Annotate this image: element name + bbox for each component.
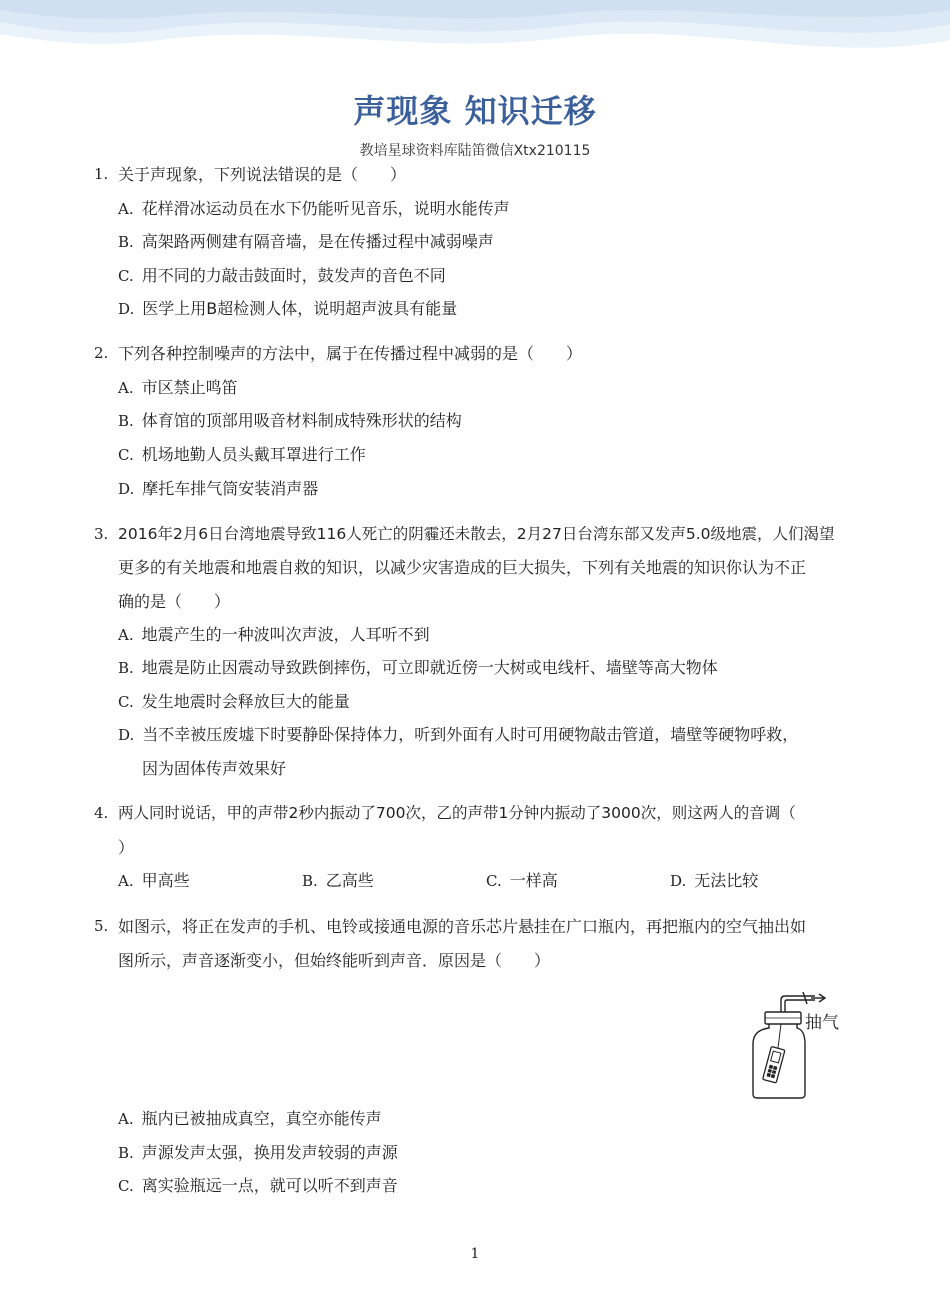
question-number: 4. — [94, 804, 109, 822]
option-text: 甲高些 — [141, 871, 190, 890]
question-stem-line-2: ） — [118, 838, 135, 857]
option-c[interactable] — [118, 685, 350, 720]
bell-jar-figure — [745, 992, 855, 1104]
option-text: 无法比较 — [694, 871, 759, 890]
option-letter: C. — [118, 446, 134, 464]
page-subtitle: 教培星球资料库陆笛微信Xtx210115 — [359, 143, 591, 159]
option-text: 离实验瓶远一点，就可以听不到声音 — [141, 1176, 398, 1195]
option-a[interactable] — [118, 618, 430, 653]
question-stem-line-1: 2016年2月6日台湾地震导致116人死亡的阴霾还未散去，2月27日台湾东部又发声5.0级地震，人们渴望 — [118, 525, 835, 543]
page-title: 声现象 知识迁移 — [353, 92, 597, 130]
option-text: 地震是防止因震动导致跌倒摔伤，可立即就近傍一大树或电线杆、墙壁等高大物体 — [141, 658, 718, 677]
question-stem-line-1: 两人同时说话，甲的声带2秒内振动了700次，乙的声带1分钟内振动了3000次，则这两人的音调（ — [118, 804, 796, 822]
option-a[interactable] — [118, 864, 190, 899]
option-letter: D. — [670, 872, 687, 890]
option-c[interactable] — [118, 259, 446, 294]
option-d[interactable] — [118, 718, 798, 753]
option-c[interactable] — [118, 1169, 398, 1204]
option-letter: C. — [486, 872, 502, 890]
option-b[interactable] — [118, 1136, 398, 1171]
option-text: 摩托车排气筒安装消声器 — [142, 479, 319, 498]
option-b[interactable] — [118, 651, 718, 686]
option-text: 花样滑冰运动员在水下仍能听见音乐，说明水能传声 — [141, 199, 510, 218]
option-letter: A. — [118, 1110, 134, 1128]
option-d-continuation: 因为固体传声效果好 — [142, 759, 287, 778]
option-letter: D. — [118, 480, 135, 498]
option-letter: B. — [118, 233, 134, 251]
option-letter: C. — [118, 1177, 134, 1195]
option-text: 市区禁止鸣笛 — [141, 378, 238, 397]
option-b[interactable] — [118, 404, 462, 439]
option-a[interactable] — [118, 1102, 382, 1137]
question-stem-line-1: 如图示，将正在发声的手机、电铃或接通电源的音乐芯片悬挂在广口瓶内，再把瓶内的空气抽出如 — [118, 917, 807, 936]
option-letter: B. — [118, 659, 134, 677]
option-letter: A. — [118, 872, 134, 890]
option-text: 地震产生的一种波叫次声波，人耳听不到 — [141, 625, 430, 644]
question-stem: 下列各种控制噪声的方法中，属于在传播过程中减弱的是（ ） — [118, 344, 583, 363]
question-stem-line-2: 更多的有关地震和地震自救的知识，以减少灾害造成的巨大损失，下列有关地震的知识你认为不正 — [118, 558, 807, 577]
option-a[interactable] — [118, 371, 238, 406]
option-letter: A. — [118, 626, 134, 644]
option-text: 体育馆的顶部用吸音材料制成特殊形状的结构 — [141, 411, 462, 430]
bell-jar-diagram — [745, 992, 855, 1104]
option-text: 高架路两侧建有隔音墙，是在传播过程中减弱噪声 — [141, 232, 494, 251]
question-number: 3. — [94, 525, 109, 543]
option-letter: C. — [118, 267, 134, 285]
option-text: 医学上用B超检测人体，说明超声波具有能量 — [142, 299, 458, 318]
option-text: 声源发声太强，换用发声较弱的声源 — [141, 1143, 398, 1162]
question-stem-line-3: 确的是（ ） — [118, 592, 231, 611]
option-c[interactable] — [486, 864, 558, 899]
option-letter: A. — [118, 379, 134, 397]
figure-label: 抽气 — [805, 1013, 839, 1033]
header-wave-decoration — [0, 0, 950, 80]
option-text: 机场地勤人员头戴耳罩进行工作 — [141, 445, 366, 464]
option-letter: B. — [118, 412, 134, 430]
question-number: 2. — [94, 344, 109, 362]
option-text: 乙高些 — [325, 871, 374, 890]
page-number: 1 — [470, 1246, 480, 1262]
option-letter: C. — [118, 693, 134, 711]
option-text: 一样高 — [509, 871, 558, 890]
question-number: 5. — [94, 917, 109, 935]
question-number: 1. — [94, 165, 109, 183]
question-stem: 关于声现象，下列说法错误的是（ ） — [118, 165, 407, 184]
option-d[interactable] — [118, 472, 318, 507]
option-b[interactable] — [302, 864, 374, 899]
option-text: 发生地震时会释放巨大的能量 — [141, 692, 350, 711]
question-stem-line-2: 图所示，声音逐渐变小，但始终能听到声音．原因是（ ） — [118, 951, 551, 970]
option-text: 用不同的力敲击鼓面时，鼓发声的音色不同 — [141, 266, 446, 285]
option-c[interactable] — [118, 438, 366, 473]
option-d[interactable] — [118, 292, 457, 327]
option-letter: D. — [118, 726, 135, 744]
option-letter: D. — [118, 300, 135, 318]
option-letter: B. — [118, 1144, 134, 1162]
option-d[interactable] — [670, 864, 758, 899]
option-b[interactable] — [118, 225, 494, 260]
option-letter: A. — [118, 200, 134, 218]
option-letter: B. — [302, 872, 318, 890]
option-a[interactable] — [118, 192, 510, 227]
option-text: 当不幸被压废墟下时要静卧保持体力，听到外面有人时可用硬物敲击管道，墙壁等硬物呼救， — [142, 725, 799, 744]
option-text: 瓶内已被抽成真空，真空亦能传声 — [141, 1109, 382, 1128]
